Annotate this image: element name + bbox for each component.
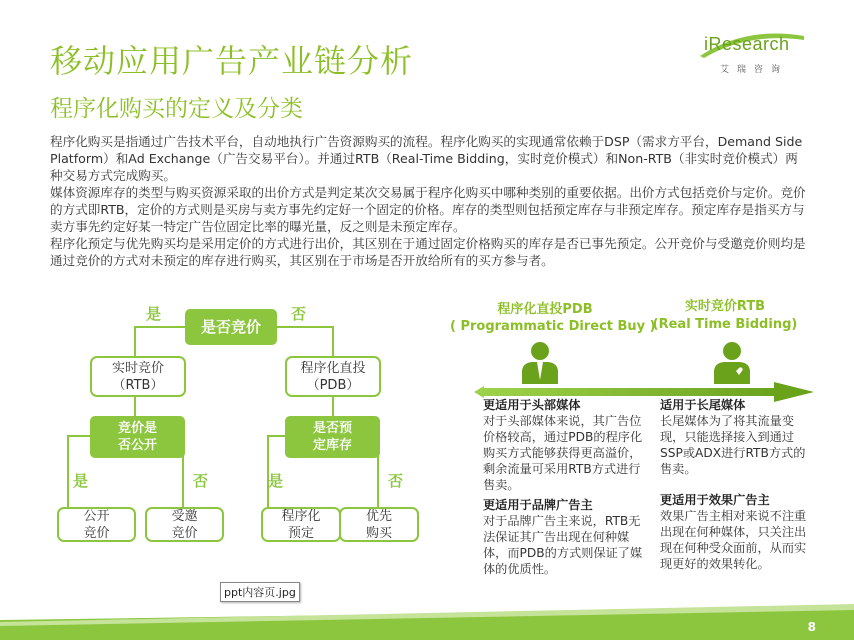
pdb-title: 程序化直投PDB [497, 302, 593, 317]
flow-yes-label: 是 [146, 305, 162, 323]
rtb-title: 实时竞价RTB [684, 299, 766, 314]
flow-leaf-open-auction: 公开 竞价 [57, 507, 136, 542]
section-heading: 更适用于头部媒体 [483, 398, 581, 412]
flow-leaf-preferred-buy: 优先 购买 [339, 507, 419, 542]
section-heading: 适用于长尾媒体 [660, 398, 746, 412]
flow-reserve-question-box: 是否预 定库存 [285, 416, 380, 458]
flow-leaf-invited-auction: 受邀 竞价 [145, 507, 224, 542]
flow-yes-label: 是 [73, 472, 89, 490]
flow-no-label: 否 [193, 472, 209, 490]
section-heading: 更适用于效果广告主 [660, 493, 770, 507]
section-text: 对于头部媒体来说，其广告位价格较高，通过PDB的程序化购买方式能够获得更高溢价，剩余流量可采用RTB方式进行售卖。 [483, 414, 643, 492]
rtb-section-performance [660, 492, 810, 572]
intro-paragraph: 程序化购买是指通过广告技术平台，自动地执行广告资源购买的流程。程序化购买的实现通常依赖于DSP（需求方平台，Demand Side Platform）和Ad Exchange（广告交易平台）。并通过RTB（Real-Time Bidding，实时竞价模式）和Non-RTB（非实时竞价模式）两种交易方式完成购买。 [50, 134, 803, 183]
page-subtitle: 程序化购买的定义及分类 [50, 96, 303, 122]
flow-public-question-box: 竞价是 否公开 [90, 416, 185, 458]
intro-paragraph: 程序化预定与优先购买均是采用定价的方式进行出价，其区别在于通过固定价格购买的库存是否已事先预定。公开竞价与受邀竞价则均是通过竞价的方式对未预定的库存进行购买，其区别在于市场是否开放给所有的买方参与者。 [50, 236, 806, 268]
flow-yes-label: 是 [268, 472, 284, 490]
flow-root-box: 是否竞价 [185, 309, 277, 345]
section-text: 对于品牌广告主来说，RTB无法保证其广告出现在何种媒体，而PDB的方式则保证了媒体的优质性。 [483, 514, 643, 576]
iresearch-logo [686, 30, 806, 80]
rtb-english-title: (Real Time Bidding) [652, 317, 798, 332]
casual-person-icon [712, 340, 752, 384]
section-text: 长尾媒体为了将其流量变现，只能选择接入到通过SSP或ADX进行RTB方式的售卖。 [660, 414, 806, 476]
page-number: 8 [807, 620, 816, 634]
flow-leaf-programmatic-reserved: 程序化 预定 [261, 507, 341, 542]
flowchart-connectors [0, 0, 440, 560]
flow-no-label: 否 [291, 305, 307, 323]
page-title: 移动应用广告产业链分析 [50, 42, 414, 80]
pdb-section-head-media [483, 397, 645, 493]
flow-pdb-box: 程序化直投 （PDB） [285, 356, 381, 397]
logo-wordmark: iResearch [704, 34, 790, 54]
footer-band [0, 592, 854, 640]
intro-paragraph: 媒体资源库存的类型与购买资源采取的出价方式是判定某次交易属于程序化购买中哪种类别的重要依据。出价方式包括竞价与定价。竞价的方式即RTB，定价的方式则是买房与卖方事先约定好一个固定的价格。库存的类型则包括预定库存与非预定库存。预定库存是指买方与卖方事先约定好某一特定广告位固定比率的曝光量，反之则是未预定库存。 [50, 185, 806, 234]
section-heading: 更适用于品牌广告主 [483, 498, 593, 512]
logo-subtitle: 艾瑞咨询 [720, 65, 789, 75]
flow-no-label: 否 [388, 472, 404, 490]
filename-tooltip: ppt内容页.jpg [220, 582, 300, 602]
flow-rtb-box: 实时竞价 （RTB） [90, 356, 186, 397]
pdb-english-title: ( Programmatic Direct Buy ) [450, 319, 656, 334]
business-person-icon [520, 340, 560, 384]
pdb-section-brand [483, 497, 645, 577]
section-text: 效果广告主相对来说不注重出现在何种媒体，只关注出现在何种受众面前，从而实现更好的效果转化。 [660, 509, 807, 571]
rtb-section-long-tail [660, 397, 810, 477]
